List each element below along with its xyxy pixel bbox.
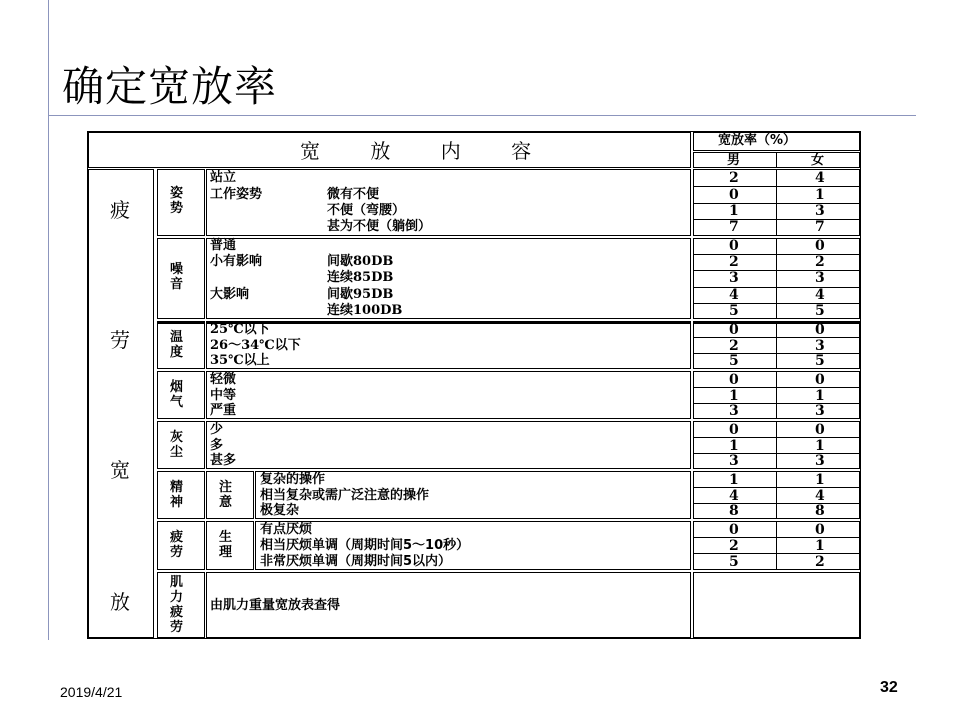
side-label-2: 劳 [110, 328, 130, 352]
noise-row-rule [693, 254, 860, 255]
noise-male-3: 3 [729, 270, 739, 286]
fatigue-row-rule [693, 537, 860, 538]
smoke-content-cell [206, 371, 691, 419]
temperature-line-2: 26～34℃以下 [210, 338, 301, 353]
smoke-male-2: 1 [729, 388, 739, 404]
muscle-value-cell [693, 572, 860, 638]
mental-line-2: 相当复杂或需广泛注意的操作 [260, 488, 430, 503]
noise-female-3: 3 [815, 270, 825, 286]
fatigue-female-2: 1 [815, 538, 825, 554]
posture-row-rule [693, 203, 860, 204]
header-female: 女 [811, 153, 825, 168]
posture-male-1: 2 [729, 170, 739, 186]
temperature-male-3: 5 [729, 353, 739, 369]
page-number: 32 [880, 679, 898, 696]
fatigue-row-rule [693, 553, 860, 554]
noise-row-rule [693, 270, 860, 271]
dust-line-3: 甚多 [210, 453, 237, 468]
dust-female-1: 0 [815, 422, 825, 438]
dust-content-cell [206, 421, 691, 469]
header-rate-title: 宽放率（%） [718, 133, 797, 148]
dust-category: 灰 尘 [170, 430, 184, 460]
fatigue-line-2: 相当厌烦单调（周期时间5～10秒） [260, 538, 470, 553]
mental-value-divider [776, 471, 777, 519]
dust-line-2: 多 [210, 438, 224, 453]
fatigue-value-divider [776, 521, 777, 570]
fatigue-category: 疲 劳 [170, 530, 184, 560]
side-label-1: 疲 [110, 198, 130, 222]
smoke-line-1: 轻微 [210, 372, 237, 387]
mental-line-3: 极复杂 [260, 503, 300, 518]
noise-male-4: 4 [729, 287, 739, 303]
noise-female-1: 0 [815, 238, 825, 254]
muscle-text: 由肌力重量宽放表查得 [210, 598, 341, 613]
noise-line-6: 间歇95DB [327, 287, 394, 302]
noise-row-rule [693, 287, 860, 288]
fatigue-line-3: 非常厌烦单调（周期时间5以内） [260, 554, 452, 569]
smoke-male-1: 0 [729, 372, 739, 388]
smoke-female-2: 1 [815, 388, 825, 404]
posture-row-rule [693, 186, 860, 187]
noise-line-2: 小有影响 [210, 254, 263, 269]
fatigue-line-1: 有点厌烦 [260, 522, 313, 537]
side-label-4: 放 [110, 590, 130, 614]
dust-row-rule [693, 453, 860, 454]
noise-line-5: 大影响 [210, 287, 250, 302]
slide-horizontal-rule [48, 115, 916, 116]
posture-female-4: 7 [815, 219, 825, 235]
header-content-title: 宽 放 内 容 [300, 139, 554, 163]
dust-row-rule [693, 437, 860, 438]
posture-line-5: 甚为不便（躺倒） [327, 219, 432, 234]
noise-male-2: 2 [729, 254, 739, 270]
smoke-row-rule [693, 387, 860, 388]
temperature-line-3: 35℃以上 [210, 353, 270, 368]
dust-male-3: 3 [729, 453, 739, 469]
posture-male-3: 1 [729, 203, 739, 219]
mental-category: 精 神 [170, 480, 184, 510]
slide-title: 确定宽放率 [62, 62, 278, 111]
mental-female-3: 8 [815, 503, 825, 519]
mental-female-2: 4 [815, 488, 825, 504]
side-label-cell [88, 169, 154, 638]
temperature-male-2: 2 [729, 338, 739, 354]
fatigue-subcategory: 生 理 [219, 530, 233, 560]
temperature-female-3: 5 [815, 353, 825, 369]
posture-male-4: 7 [729, 219, 739, 235]
dust-female-3: 3 [815, 453, 825, 469]
temperature-male-1: 0 [729, 322, 739, 338]
smoke-category: 烟 气 [170, 380, 184, 410]
smoke-female-3: 3 [815, 403, 825, 419]
mental-row-rule [693, 503, 860, 504]
smoke-line-3: 严重 [210, 403, 237, 418]
dust-male-1: 0 [729, 422, 739, 438]
dust-line-1: 少 [210, 422, 224, 437]
mental-female-1: 1 [815, 472, 825, 488]
noise-content-cell [206, 238, 691, 319]
dust-female-2: 1 [815, 438, 825, 454]
temperature-female-2: 3 [815, 338, 825, 354]
posture-line-4: 不便（弯腰） [327, 203, 406, 218]
smoke-line-2: 中等 [210, 388, 237, 403]
noise-line-1: 普通 [210, 238, 237, 253]
smoke-female-1: 0 [815, 372, 825, 388]
mental-male-3: 8 [729, 503, 739, 519]
fatigue-male-3: 5 [729, 554, 739, 570]
posture-line-1: 站立 [210, 170, 237, 185]
posture-female-3: 3 [815, 203, 825, 219]
noise-line-4: 连续85DB [327, 270, 394, 285]
side-label-3: 宽 [110, 458, 130, 482]
posture-male-2: 0 [729, 187, 739, 203]
posture-female-1: 4 [815, 170, 825, 186]
mental-male-1: 1 [729, 472, 739, 488]
slide-vertical-rule [48, 0, 49, 640]
muscle-category: 肌 力 疲 劳 [170, 575, 184, 635]
smoke-male-3: 3 [729, 403, 739, 419]
slide-date: 2019/4/21 [60, 684, 123, 700]
posture-content-cell [206, 169, 691, 236]
mental-subcategory: 注 意 [219, 480, 233, 510]
fatigue-male-2: 2 [729, 538, 739, 554]
noise-female-5: 5 [815, 303, 825, 319]
temperature-row-rule [693, 337, 860, 338]
noise-value-divider [776, 238, 777, 319]
fatigue-male-1: 0 [729, 522, 739, 538]
noise-female-4: 4 [815, 287, 825, 303]
noise-row-rule [693, 303, 860, 304]
noise-line-3: 间歇80DB [327, 254, 394, 269]
header-male: 男 [727, 153, 741, 168]
noise-category: 噪 音 [170, 262, 184, 292]
posture-line-3: 微有不便 [327, 187, 380, 202]
dust-male-2: 1 [729, 438, 739, 454]
mental-line-1: 复杂的操作 [260, 472, 326, 487]
noise-male-5: 5 [729, 303, 739, 319]
smoke-row-rule [693, 403, 860, 404]
temperature-row-rule [693, 353, 860, 354]
fatigue-female-1: 0 [815, 522, 825, 538]
noise-line-7: 连续100DB [327, 303, 403, 318]
noise-male-1: 0 [729, 238, 739, 254]
posture-line-2: 工作姿势 [210, 187, 263, 202]
noise-female-2: 2 [815, 254, 825, 270]
mental-male-2: 4 [729, 488, 739, 504]
temperature-value-divider [776, 321, 777, 369]
posture-category: 姿 势 [170, 186, 184, 216]
posture-row-rule [693, 219, 860, 220]
temperature-category: 温 度 [170, 330, 184, 360]
posture-female-2: 1 [815, 187, 825, 203]
temperature-female-1: 0 [815, 322, 825, 338]
smoke-value-divider [776, 371, 777, 419]
temperature-line-1: 25℃以下 [210, 322, 270, 337]
dust-value-divider [776, 421, 777, 469]
fatigue-female-3: 2 [815, 554, 825, 570]
mental-row-rule [693, 487, 860, 488]
